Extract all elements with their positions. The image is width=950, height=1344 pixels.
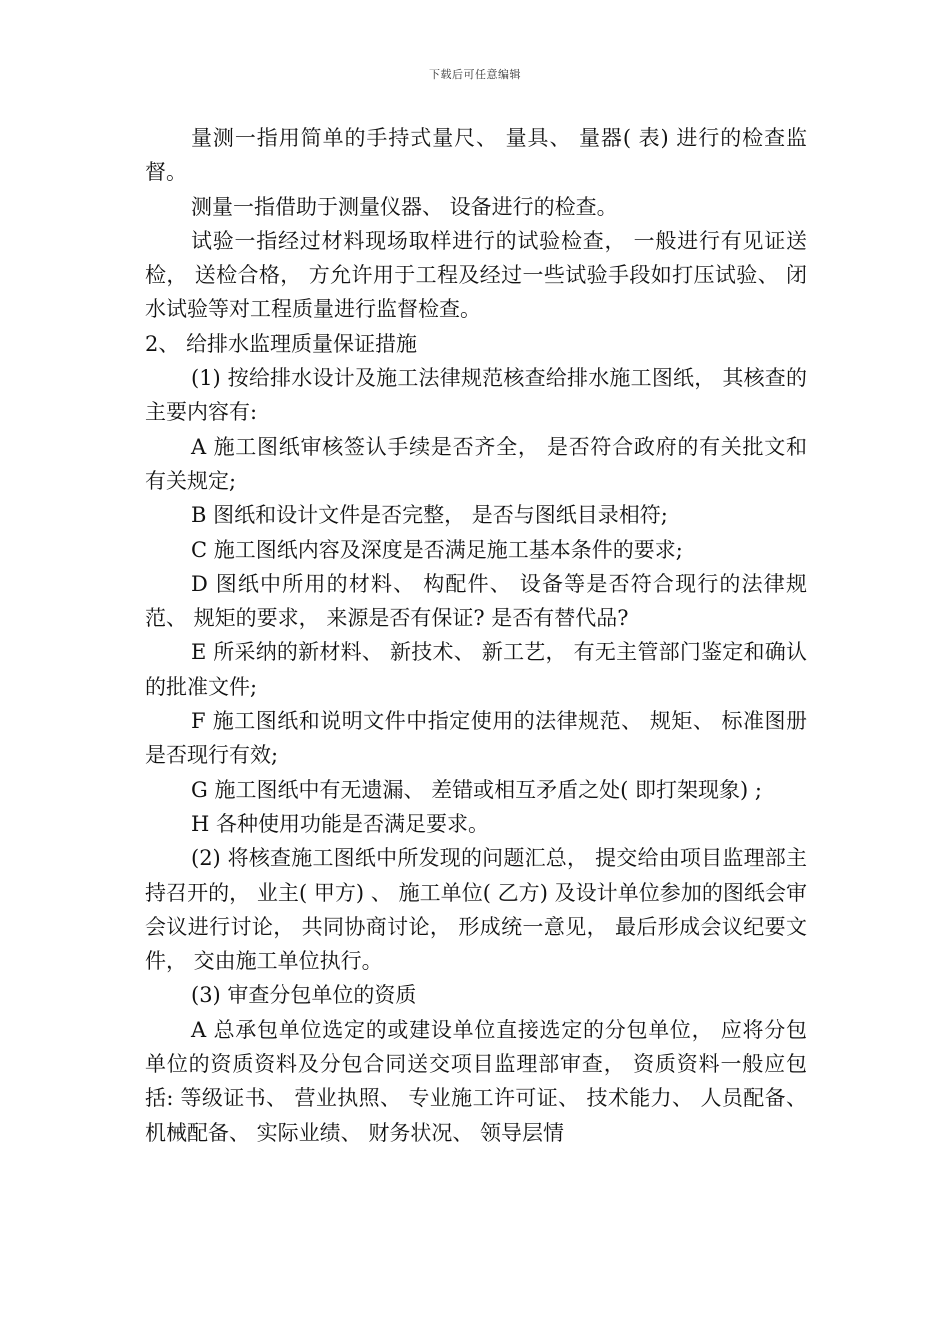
document-body [145, 121, 807, 1150]
section-heading: 2、 给排水监理质量保证措施 [145, 331, 418, 356]
list-item: H 各种使用功能是否满足要求。 [191, 811, 489, 836]
list-item: E 所采纳的新材料、 新技术、 新工艺， 有无主管部门鉴定和确认的批准文件; [145, 640, 807, 699]
page-header: 下载后可任意编辑 [429, 68, 521, 81]
list-item: A 总承包单位选定的或建设单位直接选定的分包单位， 应将分包单位的资质资料及分包合同送交项目监理部审查， 资质资料一般应包括: 等级证书、 营业执照、 专业施工许可证、 技术能力、 人员配备、 机械配备、 实际业绩、 财务状况、 领导层情 [145, 1017, 807, 1145]
list-item: A 施工图纸审核签认手续是否齐全， 是否符合政府的有关批文和有关规定; [145, 434, 807, 493]
paragraph-survey: 测量一指借助于测量仪器、 设备进行的检查。 [191, 194, 618, 219]
list-item: (2) 将核查施工图纸中所发现的问题汇总， 提交给由项目监理部主持召开的， 业主( 甲方) 、 施工单位( 乙方) 及设计单位参加的图纸会审会议进行讨论， 共同协商讨论， 形成统一意见， 最后形成会议纪要文件， 交由施工单位执行。 [145, 846, 807, 974]
list-item: G 施工图纸中有无遗漏、 差错或相互矛盾之处( 即打架现象) ; [191, 777, 762, 802]
list-item: F 施工图纸和说明文件中指定使用的法律规范、 规矩、 标准图册是否现行有效; [145, 709, 807, 768]
paragraph-test: 试验一指经过材料现场取样进行的试验检查， 一般进行有见证送检， 送检合格， 方允许用于工程及经过一些试验手段如打压试验、 闭水试验等对工程质量进行监督检查。 [145, 228, 807, 322]
paragraph-measure: 量测一指用简单的手持式量尺、 量具、 量器( 表) 进行的检查监督。 [145, 126, 807, 185]
list-item: B 图纸和设计文件是否完整， 是否与图纸目录相符; [191, 503, 668, 528]
list-item: (1) 按给排水设计及施工法律规范核查给排水施工图纸， 其核查的主要内容有: [145, 366, 807, 425]
list-item: D 图纸中所用的材料、 构配件、 设备等是否符合现行的法律规范、 规矩的要求， 来源是否有保证? 是否有替代品? [145, 571, 807, 631]
list-item: (3) 审查分包单位的资质 [191, 983, 417, 1008]
list-item: C 施工图纸内容及深度是否满足施工基本条件的要求; [191, 537, 683, 562]
